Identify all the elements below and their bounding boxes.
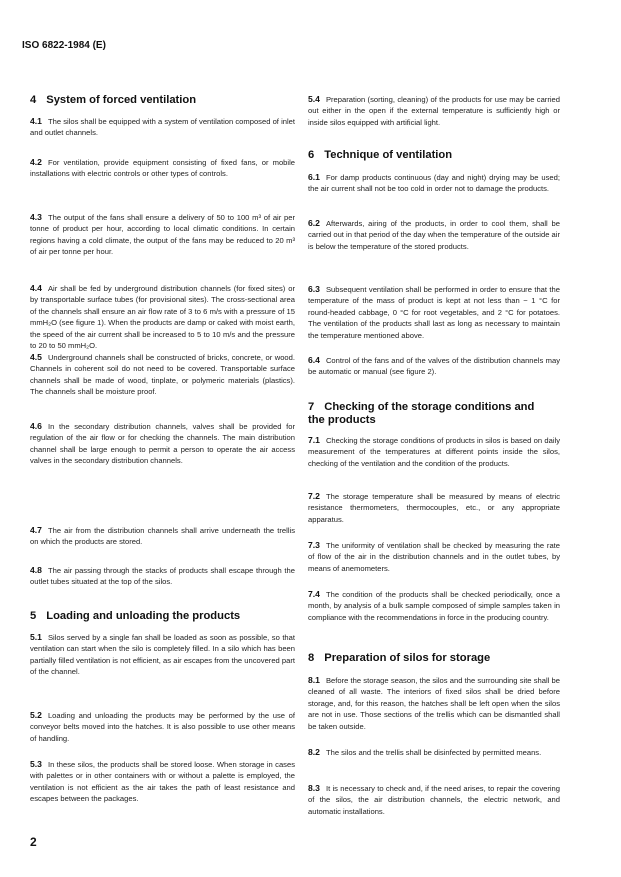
clause-number: 4.6 — [30, 421, 42, 431]
clause-text: In the secondary distribution channels, valves shall be provided for regulation of the air flow or for checking the channels. The main distribution channel shall be large enough to permit a person to operate the air access valves in the secondary distribution channels. — [30, 422, 295, 466]
clause-text: The air passing through the stacks of products shall escape through the outlet tubes situated at the top of the silos. — [30, 566, 295, 587]
clause-text: The silos shall be equipped with a system of ventilation composed of inlet and outlet channels. — [30, 117, 295, 138]
clause-8-2 — [308, 747, 560, 758]
clause-5-3 — [30, 759, 295, 805]
clause-6-4 — [308, 355, 560, 378]
clause-number: 7.1 — [308, 435, 320, 445]
clause-number: 8.1 — [308, 675, 320, 685]
clause-6-2 — [308, 218, 560, 252]
clause-4-5 — [30, 352, 295, 398]
clause-text: Checking the storage conditions of products in silos is based on daily measurement of the temperatures at different points inside the silos, checking of the ventilation and the condition of the products. — [308, 436, 560, 468]
clause-4-8 — [30, 565, 295, 588]
clause-5-4 — [308, 94, 560, 128]
clause-number: 5.2 — [30, 710, 42, 720]
section-number: 6 — [308, 149, 315, 161]
clause-text: It is necessary to check and, if the need arises, to repair the covering of the silos, the air distribution channels, the electric network, and automatic installations. — [308, 784, 560, 816]
clause-6-3 — [308, 284, 560, 341]
section-heading-6 — [308, 149, 560, 162]
clause-text: The air from the distribution channels shall arrive underneath the trellis on which the products are stored. — [30, 526, 295, 547]
section-number: 4 — [30, 94, 37, 106]
clause-number: 8.2 — [308, 747, 320, 757]
clause-text: Subsequent ventilation shall be performed in order to ensure that the temperature of the mass of product is kept at not less than − 1 °C for round-headed cabbage, 0 °C for root vegetables, and 2 °C for potatoes. The ventilation of the products shall last as long as necessary to maintain the temperature mentioned above. — [308, 285, 560, 340]
clause-text: In these silos, the products shall be stored loose. When storage in cases with palettes or in other containers with or without a palette is employed, the ventilation is not efficient as the air takes the path of least resistance and escapes between the packages. — [30, 760, 295, 804]
clause-number: 5.1 — [30, 632, 42, 642]
section-title: Checking of the storage conditions and the products — [308, 401, 535, 426]
clause-number: 4.1 — [30, 116, 42, 126]
clause-text: The silos and the trellis shall be disinfected by permitted means. — [325, 748, 542, 757]
section-number: 5 — [30, 610, 37, 622]
clause-text: Loading and unloading the products may be performed by the use of conveyor belts moved into the hatches. It is also possible to use other means of handling. — [30, 711, 295, 743]
clause-text: For ventilation, provide equipment consisting of fixed fans, or mobile installations with electric controls or other types of controls. — [30, 158, 295, 179]
clause-text: Silos served by a single fan shall be loaded as soon as possible, so that ventilation can start when the silo is completely filled. In a silo which has been partially filled ventilation is not efficient, as air escapes from the uncovered part of the channel. — [30, 633, 295, 677]
clause-number: 4.2 — [30, 157, 42, 167]
clause-text: Afterwards, airing of the products, in order to cool them, shall be carried out in that period of the day when the temperature of the outside air is below the temperature of the stored products. — [308, 219, 560, 251]
clause-4-2 — [30, 157, 295, 180]
section-heading-4 — [30, 94, 295, 107]
clause-4-1 — [30, 116, 295, 139]
clause-7-2 — [308, 491, 560, 525]
clause-text: The output of the fans shall ensure a delivery of 50 to 100 m³ of air per tonne of product per hour, according to local climatic conditions. In certain regions having a cold climate, the output of the fans may be reduced to 20 m³ of air per tonne per hour. — [30, 213, 295, 257]
clause-5-2 — [30, 710, 295, 744]
clause-8-1 — [308, 675, 560, 732]
section-heading-5 — [30, 610, 295, 623]
clause-4-7 — [30, 525, 295, 548]
clause-4-6 — [30, 421, 295, 467]
clause-7-4 — [308, 589, 560, 623]
clause-text: For damp products continuous (day and night) drying may be used; the air current shall not be too cold in order not to damage the products. — [308, 173, 560, 194]
clause-number: 7.3 — [308, 540, 320, 550]
clause-4-4 — [30, 283, 295, 351]
clause-7-1 — [308, 435, 560, 469]
clause-number: 7.2 — [308, 491, 320, 501]
clause-number: 4.3 — [30, 212, 42, 222]
section-title: System of forced ventilation — [46, 94, 197, 106]
clause-4-3 — [30, 212, 295, 258]
clause-6-1 — [308, 172, 560, 195]
clause-text: Control of the fans and of the valves of the distribution channels may be automatic or manual (see figure 2). — [308, 356, 560, 377]
clause-7-3 — [308, 540, 560, 574]
clause-number: 6.3 — [308, 284, 320, 294]
clause-number: 5.4 — [308, 94, 320, 104]
clause-text: The storage temperature shall be measured by means of electric resistance thermometers, thermocouples, etc., or any appropriate apparatus. — [308, 492, 560, 524]
clause-number: 4.5 — [30, 352, 42, 362]
page-number: 2 — [30, 835, 37, 849]
clause-text: The uniformity of ventilation shall be checked by measuring the rate of flow of the air in the distribution channels and in the outlet tubes, by means of anemometers. — [308, 541, 560, 573]
clause-text: The condition of the products shall be checked periodically, once a month, by analysis of a bulk sample composed of simple samples taken in compliance with the recommendations in force in the producing country. — [308, 590, 560, 622]
section-heading-7 — [308, 401, 538, 427]
clause-number: 4.4 — [30, 283, 42, 293]
section-title: Preparation of silos for storage — [324, 652, 491, 664]
document-header: ISO 6822-1984 (E) — [22, 40, 106, 51]
clause-number: 7.4 — [308, 589, 320, 599]
section-title: Technique of ventilation — [324, 149, 453, 161]
section-heading-8 — [308, 652, 560, 665]
clause-text: Before the storage season, the silos and the surrounding site shall be cleaned of all waste. The interiors of fixed silos shall be dried before storage, and, for this reason, the hatches shall be left open when the silos are not in use. Those sections of the trellis which can be dismantled shall be taken outside. — [308, 676, 560, 731]
clause-8-3 — [308, 783, 560, 817]
clause-number: 6.1 — [308, 172, 320, 182]
clause-number: 8.3 — [308, 783, 320, 793]
clause-number: 5.3 — [30, 759, 42, 769]
clause-number: 4.7 — [30, 525, 42, 535]
section-title: Loading and unloading the products — [46, 610, 241, 622]
clause-text: Air shall be fed by underground distribution channels (for fixed sites) or by transportable surface tubes (for provisional sites). The cross-sectional area of the channels shall ensure an air flow rate of 3 to 6 m/s with a pressure of 15 mmH₂O (see figure 1). When the products are damp or caked with moist earth, the speed of the air current shall be increased to 5 to 10 m/s and the pressure to 20 to 50 mmH₂O. — [30, 284, 295, 351]
clause-text: Preparation (sorting, cleaning) of the products for use may be carried out either in the open if the external temperature is sufficiently high or inside silos equipped with artificial light. — [308, 95, 560, 127]
clause-number: 6.4 — [308, 355, 320, 365]
clause-number: 6.2 — [308, 218, 320, 228]
clause-5-1 — [30, 632, 295, 678]
clause-text: Underground channels shall be constructed of bricks, concrete, or wood. Channels in coherent soil do not need to be covered. Transportable surface channels shall be made of wood, tinplate, or polymeric materials (plastics). The channels shall be moisture proof. — [30, 353, 295, 397]
section-number: 7 — [308, 401, 315, 413]
section-number: 8 — [308, 652, 315, 664]
clause-number: 4.8 — [30, 565, 42, 575]
